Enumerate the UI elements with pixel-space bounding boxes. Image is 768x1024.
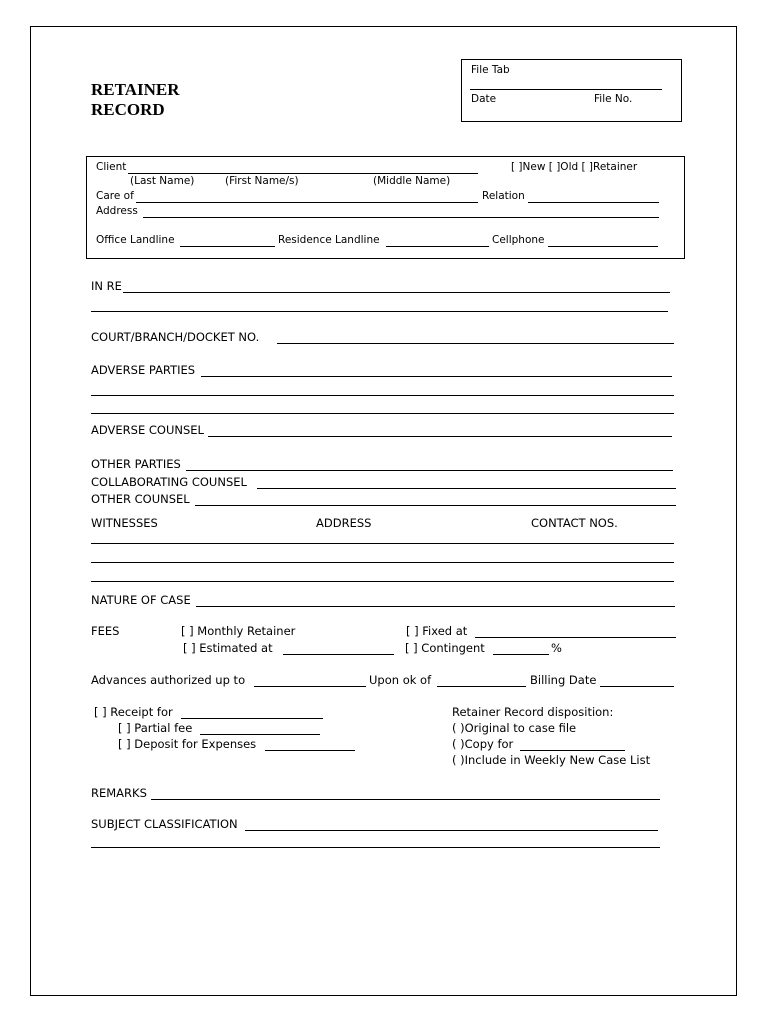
cellphone-label: Cellphone (492, 234, 545, 246)
witness-line-3[interactable] (91, 581, 674, 582)
partial-fee-line[interactable] (200, 734, 320, 735)
middle-name-caption: (Middle Name) (373, 175, 451, 187)
file-tab-label: File Tab (471, 64, 510, 76)
nature-of-case-label: NATURE OF CASE (91, 593, 191, 607)
address-line[interactable] (143, 217, 659, 218)
adverse-counsel-label: ADVERSE COUNSEL (91, 423, 204, 437)
adverse-parties-label: ADVERSE PARTIES (91, 363, 196, 377)
subject-classification-line-2[interactable] (91, 847, 660, 848)
file-no-label: File No. (594, 93, 633, 105)
witnesses-header: WITNESSES (91, 516, 158, 530)
form-title-line2: RECORD (91, 100, 165, 119)
client-status-options[interactable]: [ ]New [ ]Old [ ]Retainer (511, 161, 638, 173)
office-landline-label: Office Landline (96, 234, 175, 246)
cellphone-line[interactable] (548, 246, 658, 247)
client-name-line[interactable] (128, 173, 478, 174)
court-line[interactable] (277, 343, 674, 344)
upon-ok-line[interactable] (437, 686, 526, 687)
percent-sign: % (551, 641, 562, 655)
care-of-line[interactable] (136, 202, 478, 203)
residence-landline-label: Residence Landline (278, 234, 380, 246)
relation-label: Relation (482, 190, 525, 202)
remarks-line[interactable] (151, 799, 660, 800)
other-counsel-label: OTHER COUNSEL (91, 492, 190, 506)
adverse-parties-line-2[interactable] (91, 395, 674, 396)
disposition-heading: Retainer Record disposition: (452, 705, 614, 719)
fees-label: FEES (91, 624, 120, 638)
receipt-for-option[interactable]: [ ] Receipt for (94, 705, 173, 719)
residence-landline-line[interactable] (386, 246, 489, 247)
partial-fee-option[interactable]: [ ] Partial fee (118, 721, 193, 735)
witness-line-1[interactable] (91, 543, 674, 544)
care-of-label: Care of (96, 190, 134, 202)
fixed-at-option[interactable]: [ ] Fixed at (406, 624, 468, 638)
include-option[interactable]: ( )Include in Weekly New Case List (452, 753, 651, 767)
address-header: ADDRESS (316, 516, 372, 530)
advances-label: Advances authorized up to (91, 673, 246, 687)
adverse-counsel-line[interactable] (208, 436, 672, 437)
estimated-at-line[interactable] (283, 654, 394, 655)
office-landline-line[interactable] (180, 246, 275, 247)
contact-nos-header: CONTACT NOS. (531, 516, 618, 530)
receipt-for-line[interactable] (181, 718, 323, 719)
contingent-line[interactable] (493, 654, 549, 655)
contingent-option[interactable]: [ ] Contingent (405, 641, 485, 655)
billing-date-line[interactable] (600, 686, 674, 687)
subject-classification-line[interactable] (245, 830, 658, 831)
client-label: Client (96, 161, 127, 173)
estimated-at-option[interactable]: [ ] Estimated at (183, 641, 273, 655)
in-re-line-2[interactable] (91, 311, 668, 312)
billing-date-label: Billing Date (530, 673, 597, 687)
address-label: Address (96, 205, 138, 217)
last-name-caption: (Last Name) (130, 175, 195, 187)
advances-line[interactable] (254, 686, 366, 687)
fixed-at-line[interactable] (475, 637, 676, 638)
in-re-line[interactable] (123, 292, 670, 293)
upon-ok-label: Upon ok of (369, 673, 432, 687)
witness-line-2[interactable] (91, 562, 674, 563)
relation-line[interactable] (528, 202, 659, 203)
form-title-line1: RETAINER (91, 80, 180, 99)
adverse-parties-line-3[interactable] (91, 413, 674, 414)
in-re-label: IN RE (91, 279, 122, 293)
court-label: COURT/BRANCH/DOCKET NO. (91, 330, 260, 344)
subject-classification-label: SUBJECT CLASSIFICATION (91, 817, 238, 831)
deposit-option[interactable]: [ ] Deposit for Expenses (118, 737, 257, 751)
date-label: Date (471, 93, 497, 105)
other-parties-label: OTHER PARTIES (91, 457, 181, 471)
nature-of-case-line[interactable] (196, 606, 675, 607)
original-option[interactable]: ( )Original to case file (452, 721, 577, 735)
deposit-line[interactable] (265, 750, 355, 751)
other-counsel-line[interactable] (195, 505, 676, 506)
remarks-label: REMARKS (91, 786, 147, 800)
adverse-parties-line[interactable] (201, 376, 672, 377)
collaborating-counsel-label: COLLABORATING COUNSEL (91, 475, 247, 489)
file-tab-line[interactable] (470, 89, 662, 90)
collaborating-counsel-line[interactable] (257, 488, 676, 489)
first-name-caption: (First Name/s) (225, 175, 299, 187)
monthly-retainer-option[interactable]: [ ] Monthly Retainer (181, 624, 296, 638)
copy-for-option[interactable]: ( )Copy for (452, 737, 514, 751)
copy-for-line[interactable] (520, 750, 625, 751)
other-parties-line[interactable] (186, 470, 673, 471)
